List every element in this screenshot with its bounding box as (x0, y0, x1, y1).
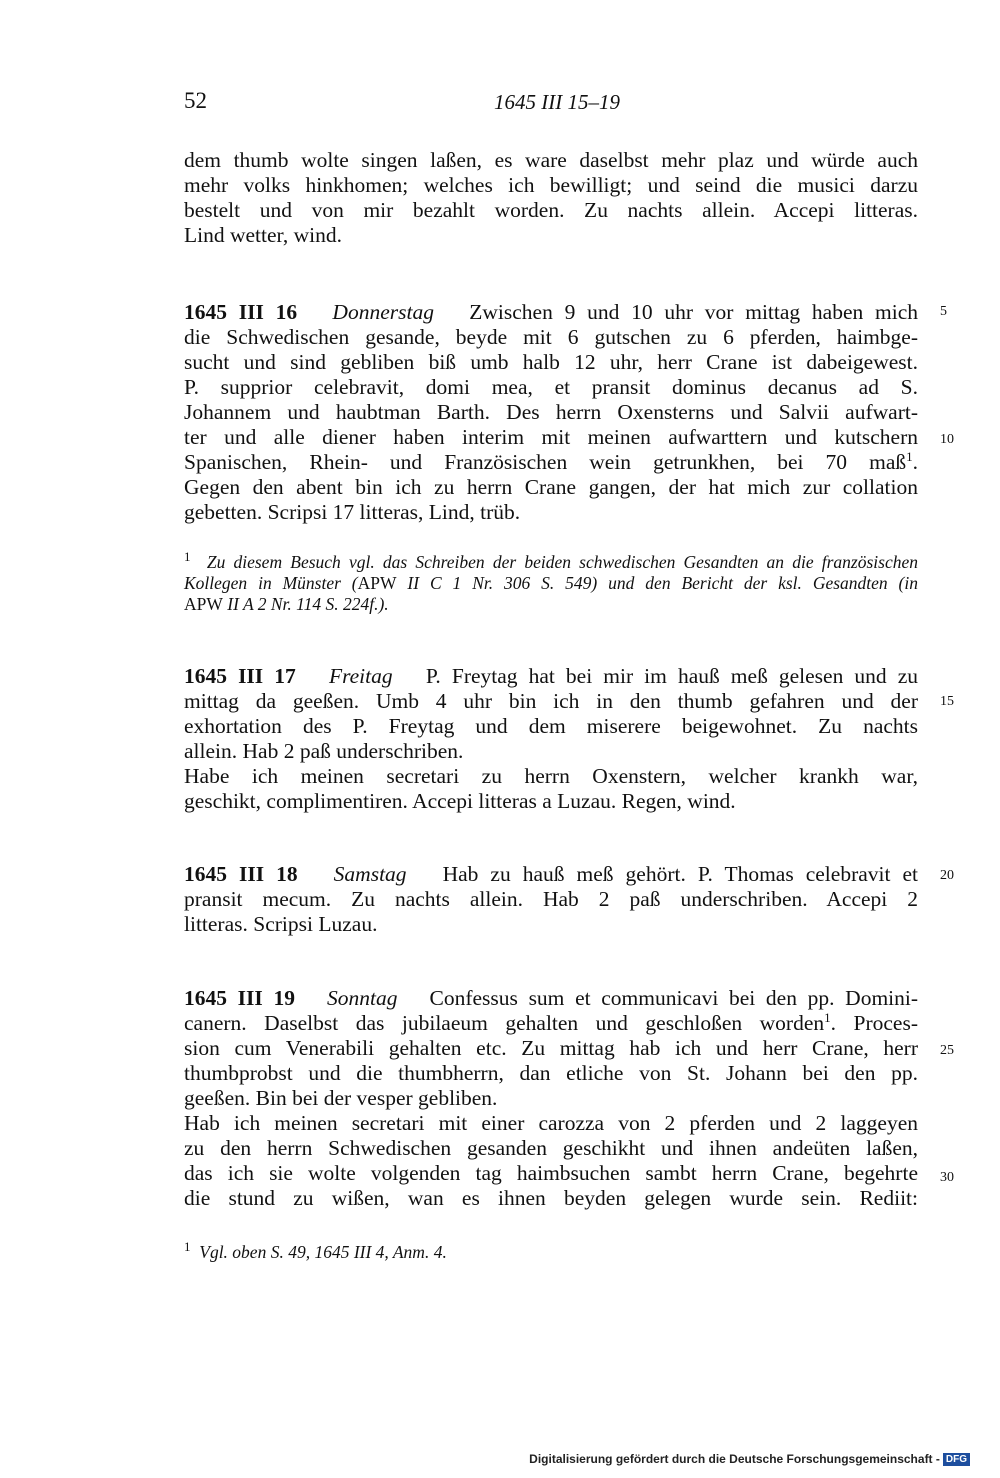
text-segment: Nr. 114 S. 224f.). (270, 594, 389, 614)
diary-entry-1645-iii-16 (184, 300, 918, 525)
margin-line-number: 20 (940, 868, 954, 883)
text-segment: APW (357, 573, 397, 593)
entry-date: 1645 III 18 (184, 862, 298, 886)
text-line: Habe ich meinen secretari zu herrn Oxenstern, welcher krankh war, (184, 764, 918, 788)
text-segment: . Proces- (830, 1011, 918, 1035)
text-line: Gegen den abent bin ich zu herrn Crane gangen, der hat mich zur collation (184, 475, 918, 499)
text-line: die stund zu wißen, wan es ihnen beyden gelegen wurde sein. Rediit: (184, 1186, 918, 1210)
margin-line-number: 30 (940, 1170, 954, 1185)
entry-date: 1645 III 19 (184, 986, 295, 1010)
text-segment: . (912, 450, 918, 474)
text-line: gebetten. Scripsi 17 litteras, Lind, trüb. (184, 500, 521, 524)
footnote-line (184, 594, 918, 615)
text-segment: II C 1 (396, 573, 473, 593)
text-line: dem thumb wolte singen laßen, es ware daselbst mehr plaz und würde auch (184, 148, 918, 172)
footnote-number: 1 (184, 1239, 191, 1255)
text-line: sucht und sind gebliben biß umb halb 12 uhr, herr Crane ist dabeigewest. (184, 350, 918, 374)
footnote (184, 549, 919, 615)
text-line: P. supprior celebravit, domi mea, et pransit dominus decanus ad S. (184, 375, 918, 399)
text-line: bestelt und von mir bezahlt worden. Zu nachts allein. Accepi litteras. (184, 198, 918, 222)
text-line: Johannem und haubtman Barth. Des herrn Oxensterns und Salvii aufwart- (184, 400, 918, 424)
margin-line-number: 15 (940, 694, 954, 709)
text-line: geeßen. Bin bei der vesper gebliben. (184, 1086, 498, 1110)
text-line (184, 1011, 918, 1036)
entry-first-line (184, 300, 918, 325)
text-segment: P. Freytag hat bei mir im hauß meß gelesen und zu (425, 664, 919, 688)
entry-weekday: Freitag (328, 664, 393, 688)
text-segment: Zu diesem Besuch vgl. das Schreiben der beiden schwedischen Gesandten an die französischen (206, 552, 919, 572)
text-line: exhortation des P. Freytag und dem miserere beigewohnet. Zu nachts (184, 714, 918, 738)
text-segment: Hab zu hauß meß gehört. P. Thomas celebravit et (442, 862, 919, 886)
entry-weekday: Donnerstag (332, 300, 434, 324)
entry-date: 1645 III 16 (184, 300, 298, 324)
text-segment: APW (184, 594, 223, 614)
entry-first-line (184, 986, 918, 1011)
funding-footer (529, 1452, 970, 1466)
text-line: thumbprobst und die thumbherrn, dan etliche von St. Johann bei den pp. (184, 1061, 918, 1085)
text-segment: Confessus sum et communicavi bei den pp. Domini- (429, 986, 919, 1010)
page-number: 52 (184, 88, 207, 113)
footer-text: Digitalisierung gefördert durch die Deutsche Forschungsgemeinschaft - (529, 1452, 940, 1466)
footnote-line (184, 573, 918, 594)
text-segment: Zwischen 9 und 10 uhr vor mittag haben mich (469, 300, 919, 324)
footnote (184, 1239, 918, 1263)
entry-weekday: Samstag (333, 862, 407, 886)
text-line: zu den herrn Schwedischen gesanden geschikht und ihnen andeüten laßen, (184, 1136, 918, 1160)
margin-line-number: 5 (940, 304, 947, 319)
continuation-paragraph (184, 148, 918, 248)
text-line: ter und alle diener haben interim mit meinen aufwarttern und kutschern (184, 425, 918, 449)
text-segment: II A 2 (222, 594, 271, 614)
text-segment: Vgl. oben S. 49, 1645 III 4, Anm. 4. (199, 1242, 447, 1262)
diary-entry-1645-iii-17 (184, 664, 918, 814)
text-line: das ich sie wolte volgenden tag haimbsuchen sambt herrn Crane, begehrte (184, 1161, 918, 1185)
text-line: litteras. Scripsi Luzau. (184, 912, 378, 936)
text-line: pransit mecum. Zu nachts allein. Hab 2 paß underschriben. Accepi 2 (184, 887, 918, 911)
footnote-line (184, 549, 919, 573)
text-segment: Kollegen in Münster ( (184, 573, 358, 593)
margin-line-number: 10 (940, 432, 954, 447)
text-line: Lind wetter, wind. (184, 223, 342, 247)
text-line: mittag da geeßen. Umb 4 uhr bin ich in den thumb gefahren und der (184, 689, 918, 713)
text-line: allein. Hab 2 paß underschriben. (184, 739, 464, 763)
margin-line-number: 25 (940, 1043, 954, 1058)
text-line: mehr volks hinkhomen; welches ich bewilligt; und seind die musici darzu (184, 173, 918, 197)
text-line: die Schwedischen gesande, beyde mit 6 gutschen zu 6 pferden, haimbge- (184, 325, 918, 349)
text-segment: Spanischen, Rhein- und Französischen wein getrunkhen, bei 70 maß (184, 450, 907, 474)
entry-first-line (184, 862, 918, 887)
entry-weekday: Sonntag (326, 986, 398, 1010)
footnote-line (184, 1239, 918, 1263)
text-line: Hab ich meinen secretari mit einer carozza von 2 pferden und 2 laggeyen (184, 1111, 918, 1135)
entry-date: 1645 III 17 (184, 664, 296, 688)
footnote-marker: 1 (906, 448, 913, 464)
running-head: 1645 III 15–19 (494, 90, 620, 114)
text-line: geschikt, complimentiren. Accepi litteras a Luzau. Regen, wind. (184, 789, 736, 813)
footnote-number: 1 (184, 549, 191, 565)
entry-first-line (184, 664, 918, 689)
text-segment: Nr. 306 S. 549) und den Bericht der ksl. Gesandten (in (472, 573, 918, 593)
diary-entry-1645-iii-18 (184, 862, 918, 937)
text-line (184, 450, 918, 475)
footnote-marker: 1 (824, 1009, 831, 1025)
dfg-logo-icon: DFG (943, 1453, 970, 1466)
text-line: sion cum Venerabili gehalten etc. Zu mittag hab ich und herr Crane, herr (184, 1036, 918, 1060)
text-segment: canern. Daselbst das jubilaeum gehalten und geschloßen worden (184, 1011, 825, 1035)
diary-entry-1645-iii-19 (184, 986, 918, 1211)
